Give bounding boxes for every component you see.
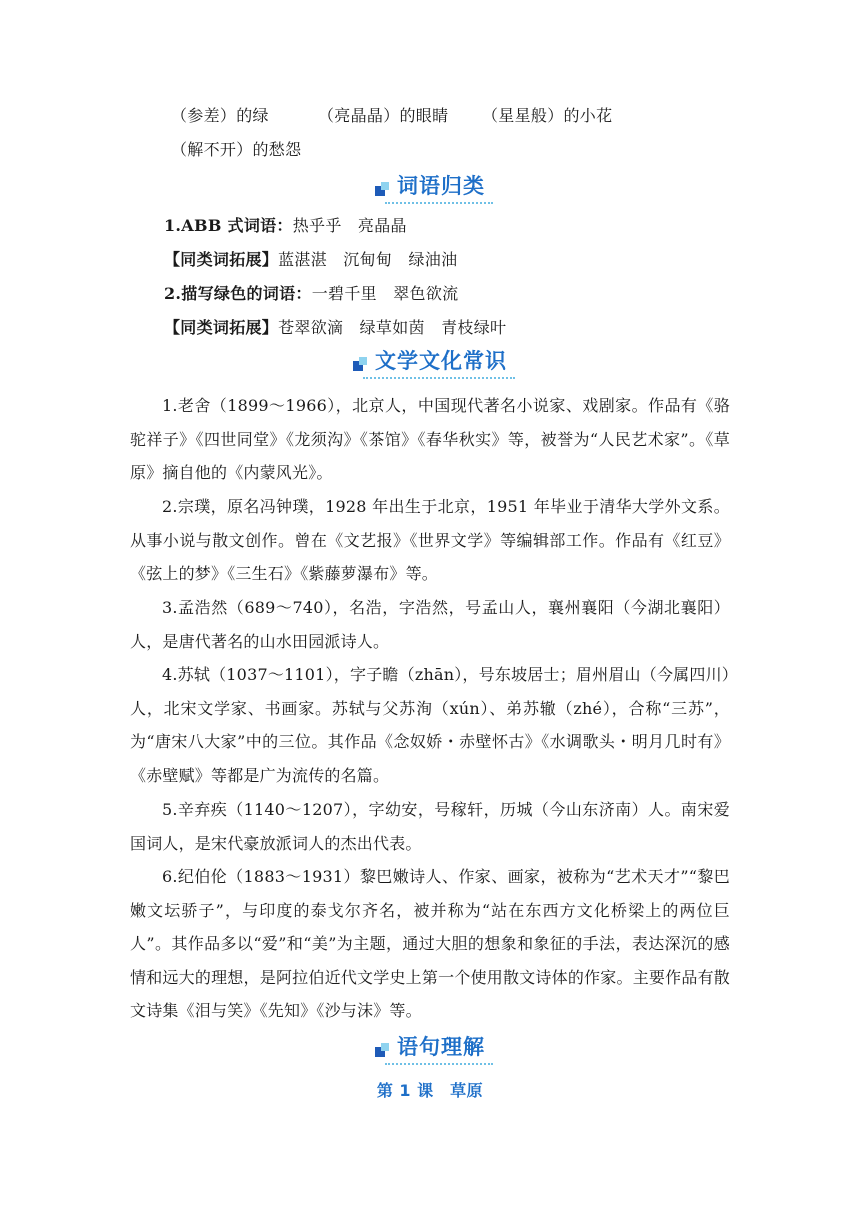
word-item-4 xyxy=(164,318,506,338)
heading-title: 词语归类 xyxy=(397,174,485,198)
section-heading-word-classification xyxy=(0,170,860,204)
literature-paragraph-3: 3.孟浩然（689～740），名浩，字浩然，号孟山人，襄州襄阳（今湖北襄阳）人，是唐代著名的山水田园派诗人。 xyxy=(130,598,730,651)
word-item-label: 2.描写绿色的词语： xyxy=(164,284,312,303)
lesson-title: 第 1 课 草原 xyxy=(376,1081,484,1100)
heading-square-icon xyxy=(375,1043,391,1059)
phrase-2: （亮晶晶）的眼睛 xyxy=(318,106,449,125)
word-item-text: 一碧千里 翠色欲流 xyxy=(311,284,459,303)
word-item-text: 蓝湛湛 沉甸甸 绿油油 xyxy=(278,250,458,269)
word-item-text: 苍翠欲滴 绿草如茵 青枝绿叶 xyxy=(278,318,507,337)
literature-paragraph-6: 6.纪伯伦（1883～1931）黎巴嫩诗人、作家、画家，被称为“艺术天才”“黎巴嫩文坛骄子”，与印度的泰戈尔齐名，被并称为“站在东西方文化桥梁上的两位巨人”。其作品多以“爱”和“美”为主题，通过大胆的想象和象征的手法，表达深沉的感情和远大的理想，是阿拉伯近代文学史上第一个使用散文诗体的作家。主要作品有散文诗集《泪与笑》《先知》《沙与沫》等。 xyxy=(130,867,730,1020)
section-heading-sentence xyxy=(0,1031,860,1065)
heading-square-icon xyxy=(375,182,391,198)
word-item-label: 【同类词拓展】 xyxy=(164,318,279,337)
word-item-2 xyxy=(164,250,457,270)
word-item-label: 1.ABB 式词语： xyxy=(164,216,293,235)
word-item-label: 【同类词拓展】 xyxy=(164,250,279,269)
heading-square-icon xyxy=(353,357,369,373)
word-item-3 xyxy=(164,284,458,304)
heading-title: 文学文化常识 xyxy=(375,349,507,373)
heading-underline xyxy=(385,202,493,204)
literature-paragraph-4: 4.苏轼（1037～1101），字子瞻（zhān），号东坡居士；眉州眉山（今属四川）人，北宋文学家、书画家。苏轼与父苏洵（xún）、弟苏辙（zhé），合称“三苏”，为“唐宋八大家”中的三位。其作品《念奴娇・赤壁怀古》《水调歌头・明月几时有》《赤壁赋》等都是广为流传的名篇。 xyxy=(130,665,730,785)
literature-paragraph-5: 5.辛弃疾（1140～1207），字幼安，号稼轩，历城（今山东济南）人。南宋爱国词人，是宋代豪放派词人的杰出代表。 xyxy=(130,800,730,853)
heading-underline xyxy=(363,377,515,379)
literature-paragraph-1: 1.老舍（1899～1966），北京人，中国现代著名小说家、戏剧家。作品有《骆驼祥子》《四世同堂》《龙须沟》《茶馆》《春华秋实》等，被誉为“人民艺术家”。《草原》摘自他的《内蒙风光》。 xyxy=(130,396,730,482)
literature-paragraph-2: 2.宗璞，原名冯钟璞，1928 年出生于北京，1951 年毕业于清华大学外文系。从事小说与散文创作。曾在《文艺报》《世界文学》等编辑部工作。作品有《红豆》《弦上的梦》《三生石》《紫藤萝瀑布》等。 xyxy=(130,497,730,583)
heading-underline xyxy=(385,1063,493,1065)
phrase-4: （解不开）的愁怨 xyxy=(171,140,302,159)
word-item-1 xyxy=(164,216,407,236)
phrase-3: （星星般）的小花 xyxy=(482,106,613,125)
phrase-1: （参差）的绿 xyxy=(171,106,269,125)
heading-title: 语句理解 xyxy=(397,1035,485,1059)
word-item-text: 热乎乎 亮晶晶 xyxy=(292,216,407,235)
section-heading-literature xyxy=(0,345,860,379)
